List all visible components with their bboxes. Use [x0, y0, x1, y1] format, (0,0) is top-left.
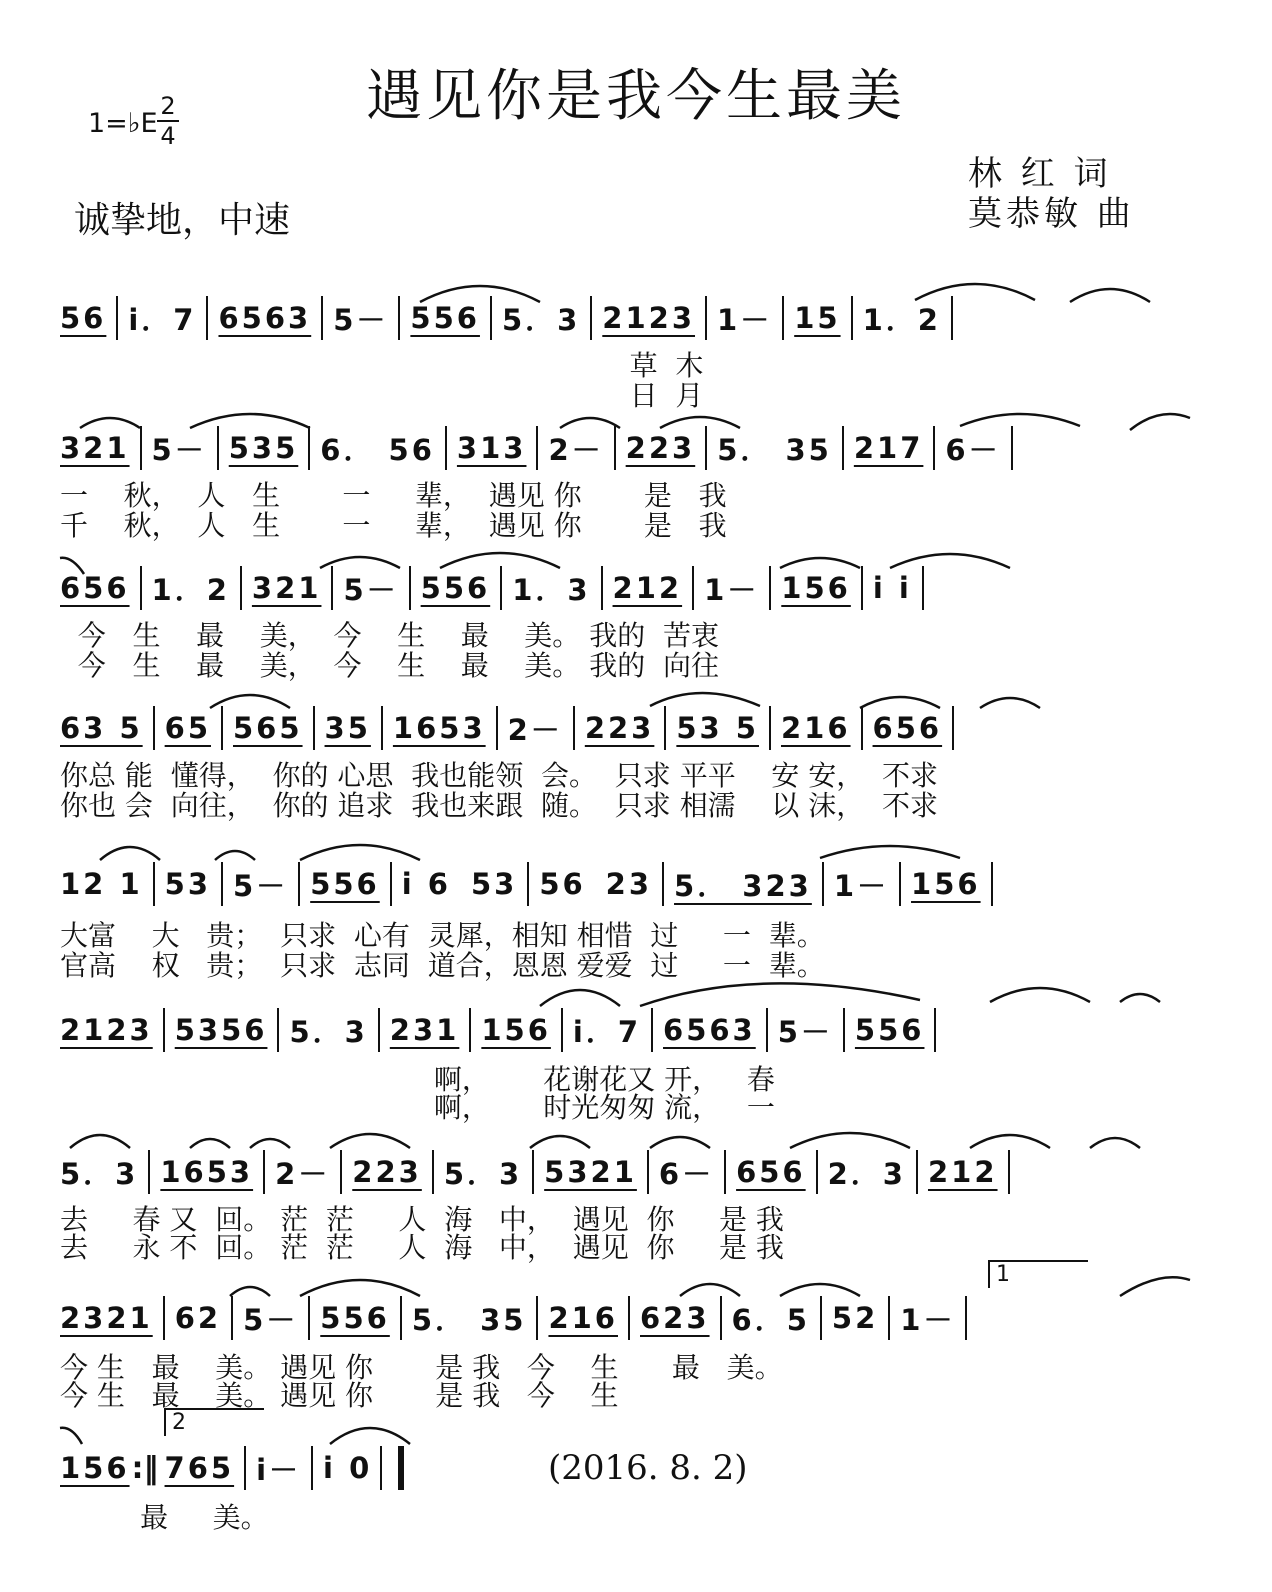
measure: 2－ [548, 432, 604, 467]
measure: 5－ [151, 432, 207, 467]
measure: 6－ [658, 1156, 715, 1191]
lyric-verse-1: 草 木 [60, 349, 704, 382]
final-barline [380, 1446, 404, 1490]
measure: 5－ [333, 302, 389, 337]
measure: 223 [584, 711, 655, 745]
measure: 156 [60, 1451, 130, 1485]
measure: i 0 [323, 1451, 373, 1485]
lyric-verse-2: 去 永 不 回。 茫 茫 人 海 中， 遇见 你 是 我 [60, 1231, 784, 1264]
measure: 321 [251, 571, 322, 605]
measure: 556 [310, 867, 380, 901]
measure: i i [872, 571, 912, 605]
measure: 35 [324, 711, 371, 745]
lyric-verse-2: 你也 会 向往， 你的 追求 我也来跟 随。 只求 相濡 以 沫， 不求 [60, 789, 939, 822]
measure: 2．3 [827, 1156, 906, 1191]
measure: 1－ [833, 868, 890, 903]
measure: 5－ [233, 868, 289, 903]
measure: 656 [60, 571, 130, 605]
measure: 156 [781, 571, 851, 605]
score-row-1 [60, 282, 1190, 422]
song-title: 遇见你是我今生最美 [366, 64, 906, 129]
measure: 5．3 [443, 1156, 523, 1191]
measure: 56 [60, 301, 107, 335]
measure: 53 5 [676, 711, 759, 745]
measure: i．7 [572, 1014, 642, 1049]
lyric-verse-1: 今 生 最 美， 今 生 最 美。 我的 苦衷 [60, 619, 720, 652]
measure: 5．3 [60, 1156, 139, 1191]
lyricist-credit: 林 红 词 [968, 154, 1112, 194]
measure: 6－ [945, 432, 1001, 467]
score-row-4 [60, 692, 1190, 832]
measure: 5－ [777, 1014, 833, 1049]
score-row-8 [60, 1276, 1190, 1416]
lyric-verse-1: 大富 大 贵； 只求 心有 灵犀，相知 相惜 过 一 辈。 [60, 919, 825, 952]
lyric-verse-1: 啊， 花谢花又 开， 春 [60, 1063, 775, 1096]
measure: 216 [548, 1301, 618, 1335]
measure: 23 [605, 867, 653, 901]
measure: 565 [233, 711, 303, 745]
measure: 1－ [900, 1302, 956, 1337]
composer-credit: 莫恭敏 曲 [968, 194, 1135, 234]
measure: 5．3 [501, 302, 581, 337]
measure: 656 [736, 1155, 806, 1189]
measure: 2－ [507, 712, 563, 747]
measure: 5． 35 [717, 432, 832, 467]
measure: 217 [853, 431, 924, 465]
measure: 5．3 [289, 1014, 368, 1049]
measure: 6．5 [731, 1302, 810, 1337]
measure: i－ [256, 1452, 302, 1487]
lyric-verse-1: 去 春 又 回。 茫 茫 人 海 中， 遇见 你 是 我 [60, 1203, 784, 1236]
score-row-5 [60, 842, 1190, 982]
measure: 223 [625, 431, 696, 465]
measure: 223 [352, 1155, 422, 1189]
lyric-verse-2: 官高 权 贵； 只求 志同 道合，恩恩 爱爱 过 一 辈。 [60, 949, 825, 982]
measure: 556 [320, 1301, 390, 1335]
time-denominator: 4 [160, 122, 176, 150]
score-row-2 [60, 412, 1190, 552]
measure: 1．3 [512, 572, 591, 607]
measure: 6563 [663, 1013, 756, 1047]
measure: 2123 [602, 301, 696, 335]
score-row-3 [60, 552, 1190, 692]
lyric-verse-2: 千 秋， 人 生 一 辈， 遇见 你 是 我 [60, 509, 727, 542]
measure: 1．2 [151, 572, 230, 607]
repeat-end-sign: :‖ [131, 1450, 159, 1486]
key-signature: 1=♭E [88, 108, 158, 139]
measure: 212 [927, 1155, 998, 1189]
lyric-verse-2: 今 生 最 美。 遇见 你 是 我 今 生 [60, 1379, 619, 1412]
measure: 5－ [243, 1302, 299, 1337]
lyric-verse-2: 啊， 时光匆匆 流， 一 [60, 1091, 775, 1124]
score-row-9 [60, 1418, 540, 1558]
measure: 212 [612, 571, 683, 605]
measure: 1653 [392, 711, 486, 745]
measure: 1－ [704, 572, 760, 607]
measure: 556 [854, 1013, 925, 1047]
measure: 2－ [275, 1156, 331, 1191]
measure: 53 [470, 867, 518, 901]
measure: 12 1 [60, 867, 143, 901]
measure: 5． 35 [411, 1302, 527, 1337]
tempo-marking: 诚挚地，中速 [74, 200, 291, 241]
measure: 62 [174, 1301, 222, 1335]
measure: 5356 [174, 1013, 268, 1047]
measure: 2321 [60, 1301, 153, 1335]
score-row-6 [60, 984, 1190, 1124]
measure: i．7 [128, 302, 197, 337]
measure: 656 [872, 711, 943, 745]
lyric-verse-1: 最 美。 [60, 1501, 269, 1534]
measure: 765 [164, 1451, 235, 1485]
measure: 623 [640, 1301, 710, 1335]
measure: 313 [456, 431, 527, 465]
measure: 1．2 [862, 302, 941, 337]
time-signature [156, 92, 180, 150]
measure: 216 [781, 711, 851, 745]
measure: 1－ [717, 302, 773, 337]
lyric-verse-1: 今 生 最 美。 遇见 你 是 我 今 生 最 美。 [60, 1351, 783, 1384]
measure: i 6 [401, 867, 451, 901]
measure: 56 [539, 867, 586, 901]
measure: 156 [481, 1013, 551, 1047]
lyric-verse-2: 日 月 [60, 379, 704, 412]
measure: 231 [389, 1013, 460, 1047]
lyric-verse-1: 一 秋， 人 生 一 辈， 遇见 你 是 我 [60, 479, 727, 512]
measure: 535 [228, 431, 299, 465]
measure: 5－ [343, 572, 399, 607]
lyric-verse-2: 今 生 最 美， 今 生 最 美。 我的 向往 [60, 649, 720, 682]
lyric-verse-1: 你总 能 懂得， 你的 心思 我也能领 会。 只求 平平 安 安， 不求 [60, 759, 939, 792]
measure: 1653 [160, 1155, 254, 1189]
measure: 556 [410, 301, 480, 335]
measure: 65 [164, 711, 211, 745]
measure: 2123 [60, 1013, 153, 1047]
measure: 15 [794, 301, 841, 335]
volta-number: 2 [172, 1410, 186, 1435]
composition-date: (2016. 8. 2) [548, 1448, 748, 1488]
measure: 6563 [218, 301, 312, 335]
measure: 5321 [544, 1155, 637, 1189]
measure: 5． 323 [674, 868, 812, 903]
measure: 556 [420, 571, 491, 605]
measure: 321 [60, 431, 130, 465]
time-numerator: 2 [160, 92, 176, 120]
volta-number: 1 [996, 1262, 1010, 1287]
measure: 53 [164, 867, 211, 901]
measure: 6． 56 [320, 432, 435, 467]
measure: 52 [831, 1301, 879, 1335]
measure: 63 5 [60, 711, 143, 745]
measure: 156 [911, 867, 981, 901]
score-row-7 [60, 1128, 1190, 1268]
